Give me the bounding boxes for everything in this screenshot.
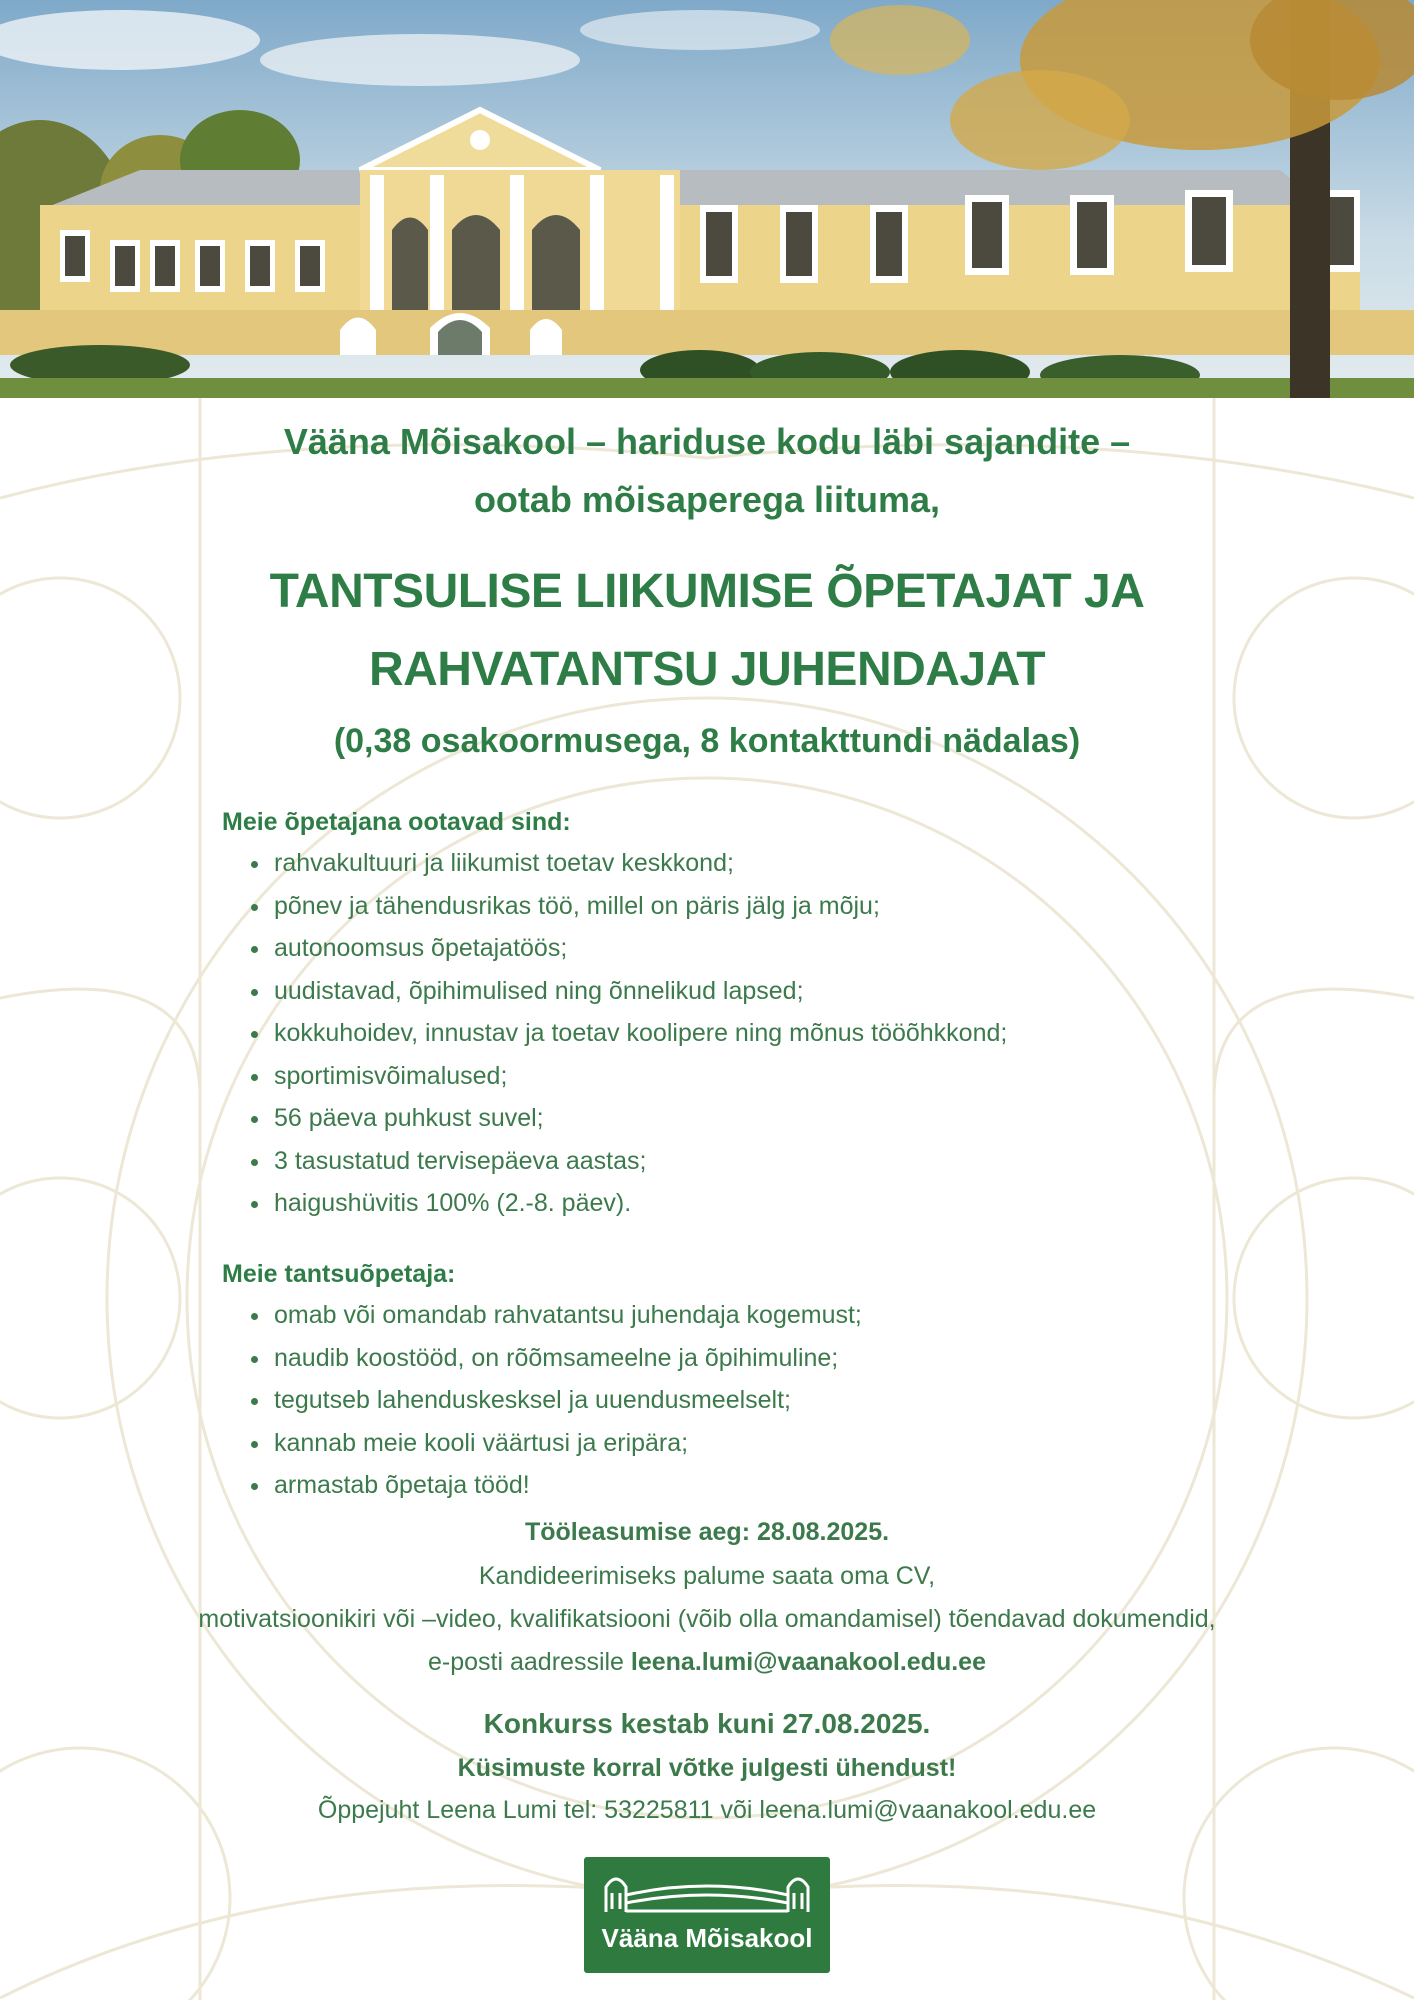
requirements-list [240,1294,862,1507]
logo-text: Vääna Mõisakool [601,1923,813,1953]
contact-line: Õppejuht Leena Lumi tel: 53225811 või leena.lumi@vaanakool.edu.ee [317,1796,1097,1824]
requirements-heading: Meie tantsuõpetaja: [222,1260,456,1288]
job-ad [0,398,1414,2000]
offer-list [240,842,1007,1225]
list-item: • kokkuhoidev, innustav ja toetav koolipere ning mõnus tööõhkkond; [272,1012,1007,1055]
list-item: • armastab õpetaja tööd! [272,1464,862,1507]
apply-email-link[interactable]: leena.lumi@vaanakool.edu.ee [630,1648,986,1676]
list-item: • autonoomsus õpetajatöös; [272,927,1007,970]
job-subtitle: (0,38 osakoormusega, 8 kontakttundi nädalas) [333,722,1081,760]
offer-heading: Meie õpetajana ootavad sind: [222,808,571,836]
start-date: Tööleasumise aeg: 28.08.2025. [524,1518,890,1546]
job-title-line-1: TANTSULISE LIIKUMISE ÕPETAJAT JA [269,565,1145,618]
intro-line-2: ootab mõisaperega liituma, [473,479,941,520]
list-item: • tegutseb lahenduskesksel ja uuendusmeelselt; [272,1379,862,1422]
list-item: • rahvakultuuri ja liikumist toetav keskkond; [272,842,1007,885]
manor-photo [0,0,1414,398]
job-title-line-2: RAHVATANTSU JUHENDAJAT [368,643,1046,696]
school-logo [584,1857,830,1973]
questions-line: Küsimuste korral võtke julgesti ühendust! [457,1754,957,1782]
list-item: • sportimisvõimalused; [272,1055,1007,1098]
apply-line-3 [0,1648,1414,1677]
apply-line-3-prefix: e-posti aadressile [428,1648,631,1676]
manor-icon [584,1857,830,1927]
list-item: • 3 tasustatud tervisepäeva aastas; [272,1140,1007,1183]
list-item: • kannab meie kooli väärtusi ja eripära; [272,1422,862,1465]
intro-line-1: Vääna Mõisakool – hariduse kodu läbi sajandite – [283,421,1131,462]
list-item: • põnev ja tähendusrikas töö, millel on päris jälg ja mõju; [272,885,1007,928]
apply-line-2: motivatsioonikiri või –video, kvalifikatsiooni (võib olla omandamisel) tõendavad dokumendid, [198,1605,1216,1633]
list-item: • 56 päeva puhkust suvel; [272,1097,1007,1140]
list-item: • uudistavad, õpihimulised ning õnnelikud lapsed; [272,970,1007,1013]
list-item: • omab või omandab rahvatantsu juhendaja kogemust; [272,1294,862,1337]
apply-line-1: Kandideerimiseks palume saata oma CV, [478,1562,936,1590]
deadline: Konkurss kestab kuni 27.08.2025. [483,1708,931,1739]
list-item: • naudib koostööd, on rõõmsameelne ja õpihimuline; [272,1337,862,1380]
list-item: • haigushüvitis 100% (2.-8. päev). [272,1182,1007,1225]
